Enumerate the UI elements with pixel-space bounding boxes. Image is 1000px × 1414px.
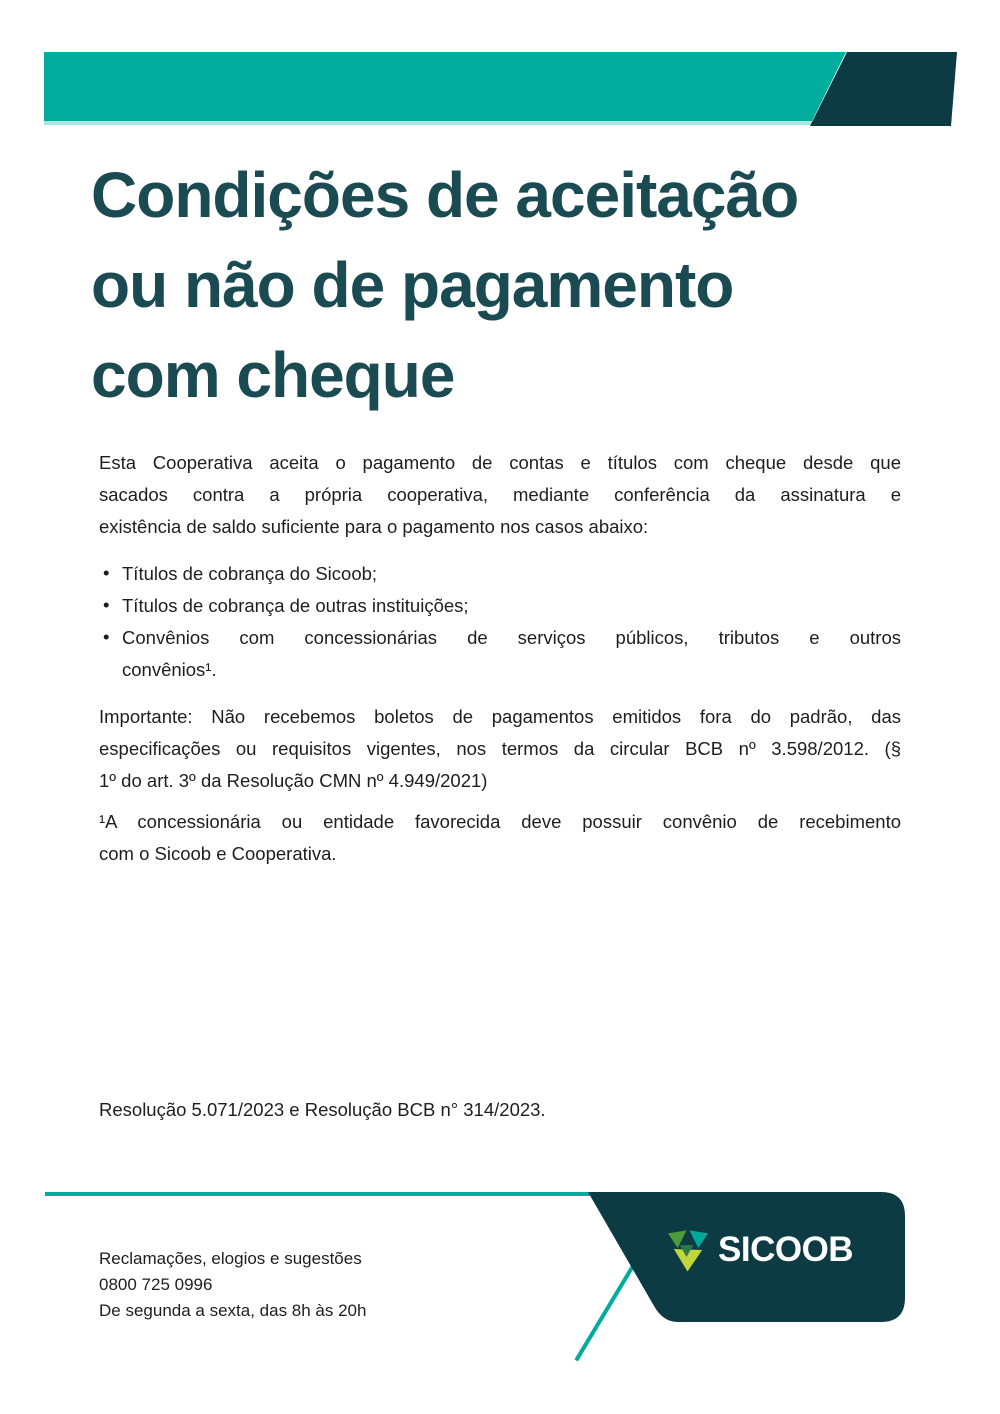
page-title-line: ou não de pagamento (91, 249, 734, 321)
contact-line: 0800 725 0996 (99, 1275, 213, 1294)
paragraph-line: especificações ou requisitos vigentes, nos termos da circular BCB nº 3.598/2012. (§ (99, 738, 901, 759)
bullet-icon: • (103, 562, 110, 583)
page-title (91, 150, 963, 420)
list-item-text: Títulos de cobrança do Sicoob; (122, 563, 378, 584)
paragraph-line: 1º do art. 3º da Resolução CMN nº 4.949/2021) (99, 770, 488, 791)
contact-line: De segunda a sexta, das 8h às 20h (99, 1301, 367, 1320)
paragraph-line: sacados contra a própria cooperativa, mediante conferência da assinatura e (99, 484, 901, 505)
contact-line: Reclamações, elogios e sugestões (99, 1249, 362, 1268)
list-item (99, 558, 901, 590)
list-item-text: convênios¹. (122, 659, 217, 680)
list-item (99, 590, 901, 622)
bullet-icon: • (103, 594, 110, 615)
footer-divider-line (45, 1192, 590, 1196)
page-title-line: com cheque (91, 339, 455, 411)
paragraph-line: com o Sicoob e Cooperativa. (99, 843, 337, 864)
list-item-text: Títulos de cobrança de outras instituições; (122, 595, 469, 616)
footer-contact (99, 1246, 499, 1324)
intro-paragraph (99, 447, 901, 543)
paragraph-line: Esta Cooperativa aceita o pagamento de contas e títulos com cheque desde que (99, 452, 901, 473)
list-item (99, 622, 901, 686)
page-title-line: Condições de aceitação (91, 159, 799, 231)
sicoob-logo (666, 1226, 853, 1273)
paragraph-line: existência de saldo suficiente para o pagamento nos casos abaixo: (99, 516, 649, 537)
paragraph-line: Importante: Não recebemos boletos de pagamentos emitidos fora do padrão, das (99, 706, 901, 727)
bullet-icon: • (103, 626, 110, 647)
header-banner (44, 52, 958, 126)
sicoob-brand-text: SICOOB (718, 1230, 854, 1269)
paragraph-line: ¹A concessionária ou entidade favorecida deve possuir convênio de recebimento (99, 811, 901, 832)
resolution-text: Resolução 5.071/2023 e Resolução BCB n° 314/2023. (99, 1099, 546, 1120)
bullet-list (99, 558, 901, 686)
list-item-text: Convênios com concessionárias de serviços públicos, tributos e outros (122, 627, 901, 648)
banner-underline (44, 121, 812, 125)
footnote-paragraph (99, 806, 901, 870)
important-paragraph (99, 701, 901, 797)
sicoob-triangles-icon (666, 1227, 711, 1273)
